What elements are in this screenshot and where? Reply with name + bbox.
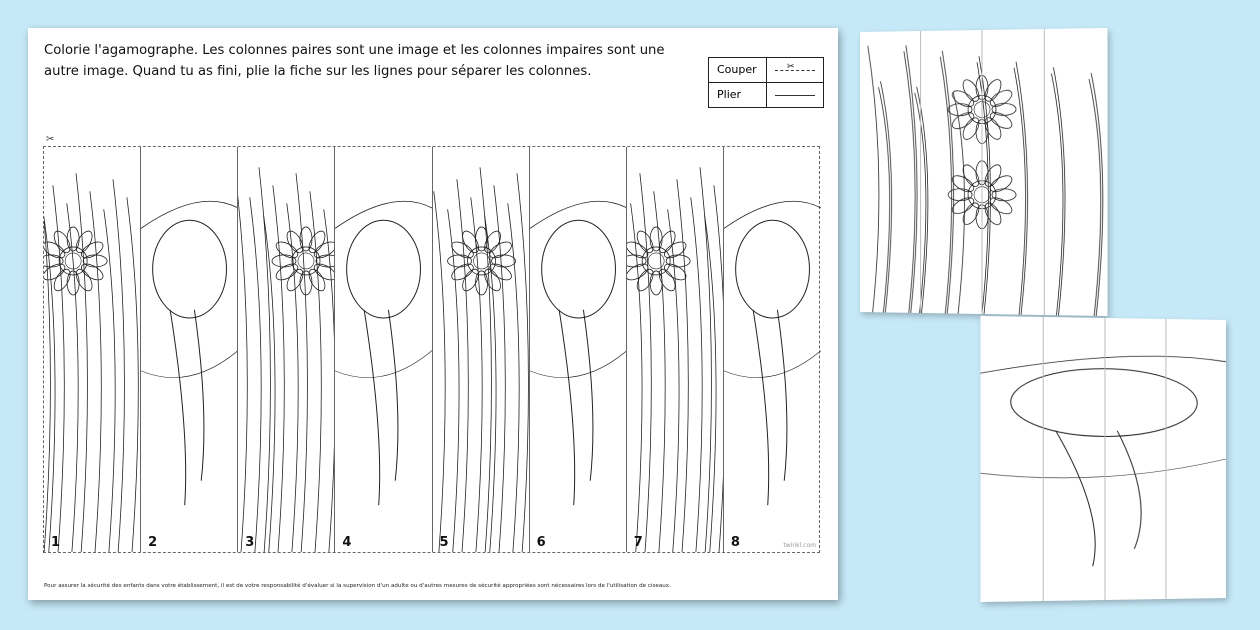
strip-number: 7 [633,535,643,550]
strip-8 [724,147,821,552]
strip-number: 6 [536,535,546,550]
instructions-text: Colorie l'agamographe. Les colonnes paires sont une image et les colonnes impaires sont une autre image. Quand tu as fini, plie la fiche sur les lignes pour séparer les colonnes. [44,43,665,79]
strip-3 [238,147,335,552]
safety-footer: Pour assurer la sécurité des enfants dans votre établissement, il est de votre responsabilité d'évaluer si la supervision d'un adulte ou d'autres mesures de sécurité appropriées sont nécessaires lors de l'utilisation de ciseaux. [44,583,671,589]
legend-table [708,57,824,108]
strip-number: 5 [439,535,449,550]
flower-illustration [44,147,141,552]
scissors-icon: ✂ [787,62,795,72]
flower-illustration [433,147,530,552]
strip-number: 8 [730,535,740,550]
insect-illustration [530,147,627,552]
strip-number: 4 [342,535,352,550]
legend-row-cut [709,58,823,82]
insect-illustration [141,147,238,552]
scissors-cut-icon: ✂ [46,134,55,145]
insect-illustration [981,316,1226,602]
agamograph-strips [43,146,820,553]
legend-fold-label: Plier [709,83,767,107]
flower-illustration [627,147,724,552]
preview-folded-flowers [860,28,1107,316]
flower-illustration [238,147,335,552]
dashed-line-sample [767,58,823,82]
strip-1 [44,147,141,552]
insect-illustration [724,147,821,552]
strip-number: 3 [245,535,255,550]
strip-5 [433,147,530,552]
strip-2 [141,147,238,552]
solid-line-sample [767,83,823,107]
worksheet [28,28,838,600]
legend-row-fold [709,82,823,107]
credit-text: twinkl.com [783,542,816,549]
strip-7 [627,147,724,552]
strip-number: 2 [148,535,158,550]
strip-number: 1 [51,535,61,550]
strip-4 [335,147,432,552]
flower-illustration [860,28,1107,316]
insect-illustration [335,147,432,552]
legend-cut-label: Couper [709,58,767,82]
strip-6 [530,147,627,552]
preview-folded-insect [981,316,1226,602]
